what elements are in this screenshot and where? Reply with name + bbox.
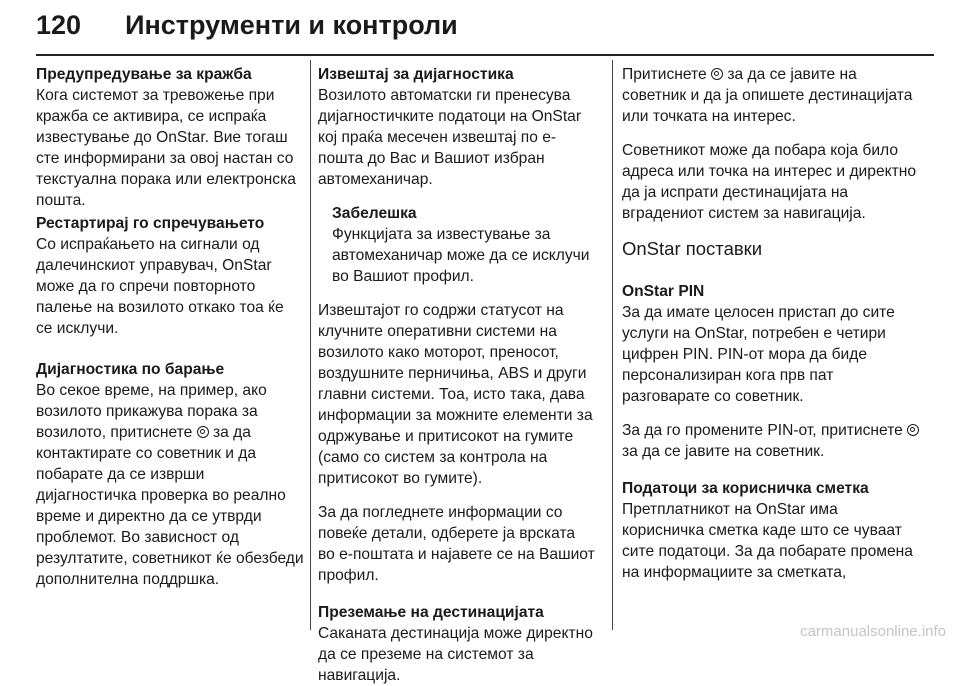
section-heading: Рестартирај го спречувањето <box>36 215 265 232</box>
column-3 <box>622 64 924 583</box>
body-text: Притиснете <box>622 66 707 83</box>
pin-change-paragraph <box>622 420 924 462</box>
section-heading: OnStar PIN <box>622 283 705 300</box>
section-body: Со испраќањето на сигнали од далечинскиот управувач, OnStar може да го спречи повторното палење на возилото откако тоа ќе се исклучи. <box>36 236 284 337</box>
column-divider <box>612 60 613 630</box>
body-text: Во секое време, на пример, ако возилото прикажува порака за возилото, притиснете <box>36 382 267 441</box>
note-box <box>318 203 596 287</box>
report-paragraph: Извештајот го содржи статусот на клучните оперативни системи на возилото како моторот, преносот, воздушните перничиња, ABS и други главни системи. Тоа, исто така, дава информации за можните елементи за одржување и притисокот на гумите (само со систем за контрола на притисокот во гумите). <box>318 302 593 487</box>
onstar-advisor-icon <box>711 68 723 80</box>
page-number: 120 <box>36 10 82 40</box>
section-body: За да имате целосен пристап до сите услуги на OnStar, потребен е четири цифрен PIN. PIN-от мора да биде персонализиран кога прв пат разговарате со советник. <box>622 304 895 405</box>
section-body <box>36 380 304 590</box>
page-header <box>36 10 924 54</box>
pin-section <box>622 281 924 407</box>
diagnostics-on-demand-section <box>36 359 304 590</box>
section-heading: Предупредување за кражба <box>36 66 252 83</box>
body-text: За да го промените PIN-от, притиснете <box>622 422 903 439</box>
report-paragraph: За да погледнете информации со повеќе детали, одберете ја врската во е-поштата и најавете се на Вашиот профил. <box>318 504 595 584</box>
body-text: за да се јавите на советник и да ја опишете дестинацијата или точката на интерес. <box>622 66 913 125</box>
body-text: за да се јавите на советник. <box>622 443 825 460</box>
page-title: Инструменти и контроли <box>125 10 458 40</box>
destination-paragraph <box>622 64 924 127</box>
settings-section-title: OnStar поставки <box>622 238 763 259</box>
section-body: Возилото автоматски ги пренесува дијагностичките податоци на OnStar кој праќа месечен извештај по е-пошта до Вас и Вашиот избран автомеханичар. <box>318 87 582 188</box>
column-2 <box>318 64 596 686</box>
destination-download-section <box>318 602 596 686</box>
column-1 <box>36 64 304 610</box>
section-body: Саканата дестинација може директно да се преземе на системот за навигација. <box>318 625 593 684</box>
diagnostic-report-section <box>318 64 596 190</box>
section-body: Кога системот за тревожење при кражба се активира, се испраќа известување до OnStar. Вие тогаш сте информирани за овој настан со текстуална порака или електронска пошта. <box>36 87 296 209</box>
header-rule <box>36 54 934 56</box>
body-text: за да контактирате со советник и да побарате да се изврши дијагностичка проверка во реално време и директно да се утврди проблемот. Во зависност од резултатите, советникот ќе обезбеди дополнителна поддршка. <box>36 424 304 588</box>
watermark: carmanualsonline.info <box>800 623 946 640</box>
restart-prevention-section <box>36 213 304 339</box>
onstar-advisor-icon <box>197 426 209 438</box>
section-heading: Извештај за дијагностика <box>318 66 514 83</box>
section-heading: Преземање на дестинацијата <box>318 604 544 621</box>
note-heading: Забелешка <box>332 205 417 222</box>
note-body: Функцијата за известување за автомеханичар може да се исклучи во Вашиот профил. <box>332 226 590 285</box>
account-section <box>622 478 924 583</box>
column-divider <box>310 60 311 630</box>
section-heading: Дијагностика по барање <box>36 361 225 378</box>
onstar-advisor-icon <box>907 424 919 436</box>
advisor-paragraph: Советникот може да побара која било адреса или точка на интерес и директно да ја испрати дестинацијата на вградениот систем за навигација. <box>622 142 917 222</box>
section-heading: Податоци за корисничка сметка <box>622 480 869 497</box>
section-body: Претплатникот на OnStar има корисничка сметка каде што се чуваат сите податоци. За да побарате промена на информациите за сметката, <box>622 501 913 581</box>
theft-alert-section <box>36 64 304 211</box>
